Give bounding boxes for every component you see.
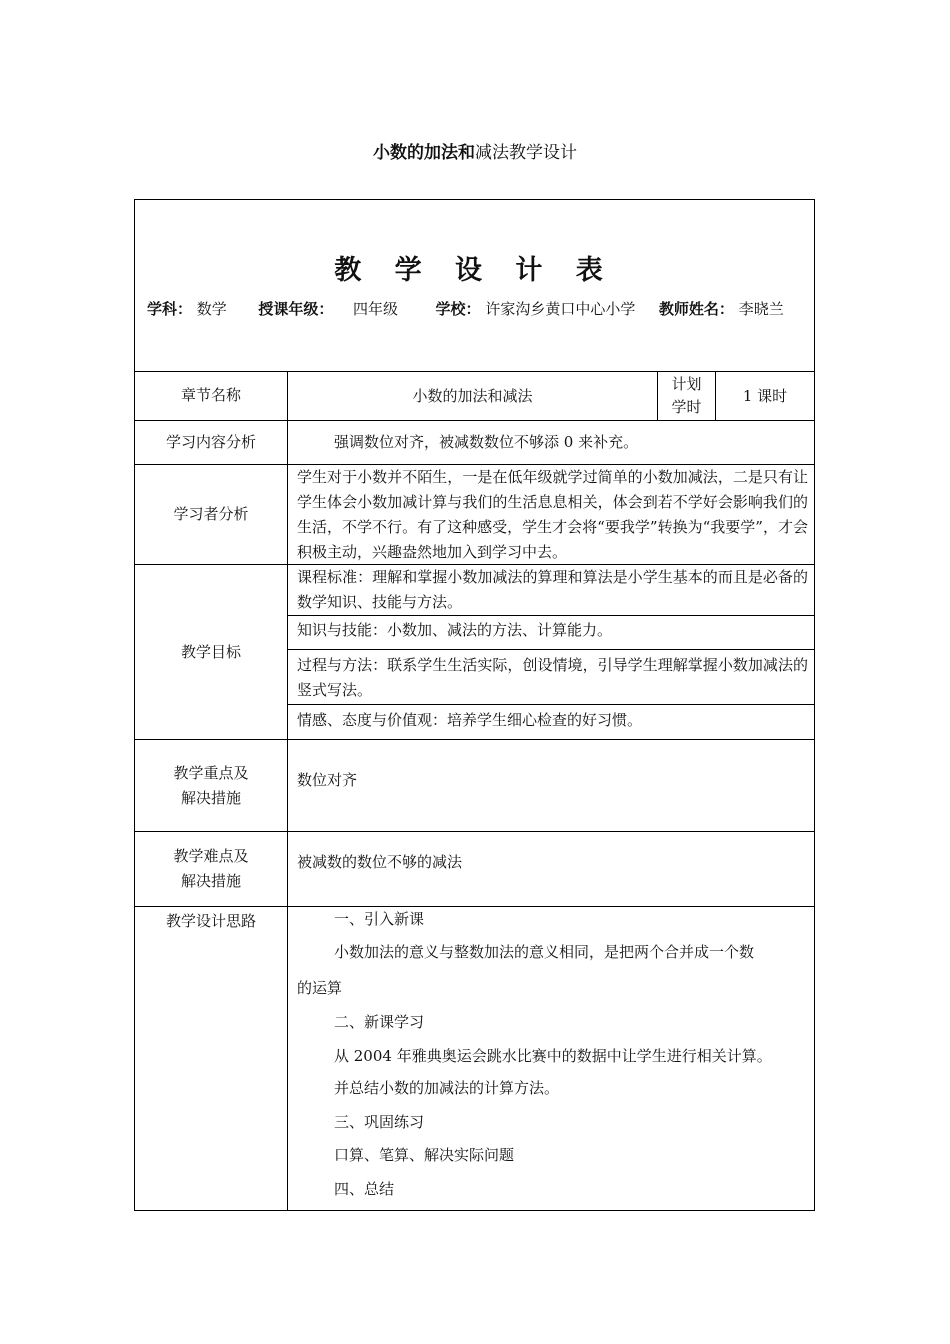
content-analysis-label: 学习内容分析 <box>135 421 288 464</box>
content-analysis-cell <box>288 421 814 464</box>
planned-hours-label-line-2: 学时 <box>671 397 702 416</box>
document-title <box>0 138 950 163</box>
learner-analysis-text: 学生对于小数并不陌生，一是在低年级就学过简单的小数加减法，二是只有让学生体会小数加减计算与我们的生活息息相关，体会到若不学好会影响我们的生活，不学不行。有了这种感受，学生才会将“要我学”转换为“我要学”，才会积极主动，兴趣盎然地加入到学习中去。 <box>297 468 808 561</box>
design-line: 三、巩固练习 <box>334 1113 425 1131</box>
grade-value: 四年级 <box>352 300 398 318</box>
design-line: 小数加法的意义与整数加法的意义相同，是把两个合并成一个数 <box>334 943 755 961</box>
planned-hours-value: 1 课时 <box>742 387 788 405</box>
subject-key: 学科： <box>147 300 193 318</box>
difficulties-label-line-2: 解决措施 <box>180 872 241 890</box>
teacher-key: 教师姓名： <box>658 300 734 318</box>
design-row <box>135 907 814 1210</box>
difficulties-row <box>135 832 814 907</box>
objective-text: 课程标准：理解和掌握小数加减法的算理和算法是小学生基本的而且是必备的数学知识、技能与方法。 <box>297 568 808 611</box>
chapter-name: 小数的加法和减法 <box>288 371 658 420</box>
document-title-part-2: 减法教学设计 <box>475 143 577 163</box>
difficulties-label-line-1: 教学难点及 <box>173 847 249 865</box>
key-points-cell <box>288 740 814 831</box>
objective-text: 过程与方法：联系学生生活实际，创设情境，引导学生理解掌握小数加减法的竖式写法。 <box>297 656 808 699</box>
design-table <box>134 199 815 1211</box>
key-points-label <box>135 740 288 831</box>
objective-text: 知识与技能：小数加、减法的方法、计算能力。 <box>297 621 613 639</box>
difficulties-text: 被减数的数位不够的减法 <box>297 853 463 871</box>
objective-attitude <box>288 705 814 740</box>
school-key: 学校： <box>435 300 481 318</box>
design-label: 教学设计思路 <box>135 907 288 1210</box>
learner-analysis-row <box>135 465 814 565</box>
school-value: 许家沟乡黄口中心小学 <box>485 300 636 318</box>
design-line: 口算、笔算、解决实际问题 <box>334 1146 515 1164</box>
design-line: 二、新课学习 <box>334 1013 425 1031</box>
planned-hours-label-line-1: 计划 <box>671 374 702 393</box>
objective-process <box>288 650 814 705</box>
planned-hours-label <box>658 371 716 420</box>
learner-analysis-cell <box>288 465 814 564</box>
key-points-label-line-2: 解决措施 <box>180 788 241 807</box>
subject-value: 数学 <box>196 300 227 318</box>
chapter-cells <box>288 371 814 420</box>
design-line: 并总结小数的加减法的计算方法。 <box>334 1079 560 1097</box>
content-analysis-text: 强调数位对齐，被减数数位不够添 0 来补充。 <box>334 433 639 451</box>
objective-knowledge <box>288 616 814 650</box>
document-title-part-1: 小数的加法和 <box>373 143 475 163</box>
design-line: 一、引入新课 <box>334 910 425 928</box>
key-points-text: 数位对齐 <box>297 771 358 789</box>
chapter-label: 章节名称 <box>135 371 288 420</box>
objectives-label: 教学目标 <box>135 565 288 739</box>
design-cell <box>288 907 814 1210</box>
objective-text: 情感、态度与价值观：培养学生细心检查的好习惯。 <box>297 711 643 729</box>
design-line: 从 2004 年雅典奥运会跳水比赛中的数据中让学生进行相关计算。 <box>334 1047 772 1065</box>
difficulties-label <box>135 832 288 906</box>
chapter-row <box>135 371 814 421</box>
key-points-row <box>135 740 814 832</box>
learner-analysis-label: 学习者分析 <box>135 465 288 564</box>
meta-line <box>147 298 814 319</box>
grade-key: 授课年级： <box>258 300 334 318</box>
key-points-label-line-1: 教学重点及 <box>173 763 249 782</box>
objectives-cell <box>288 565 814 739</box>
table-header <box>135 200 814 372</box>
content-analysis-row <box>135 421 814 465</box>
design-line: 四、总结 <box>334 1180 395 1198</box>
objectives-row <box>135 565 814 740</box>
design-line: 的运算 <box>297 979 343 997</box>
objective-standard <box>288 565 814 616</box>
table-title: 教 学 设 计 表 <box>334 255 615 286</box>
teacher-value: 李晓兰 <box>738 300 784 318</box>
difficulties-cell <box>288 832 814 906</box>
